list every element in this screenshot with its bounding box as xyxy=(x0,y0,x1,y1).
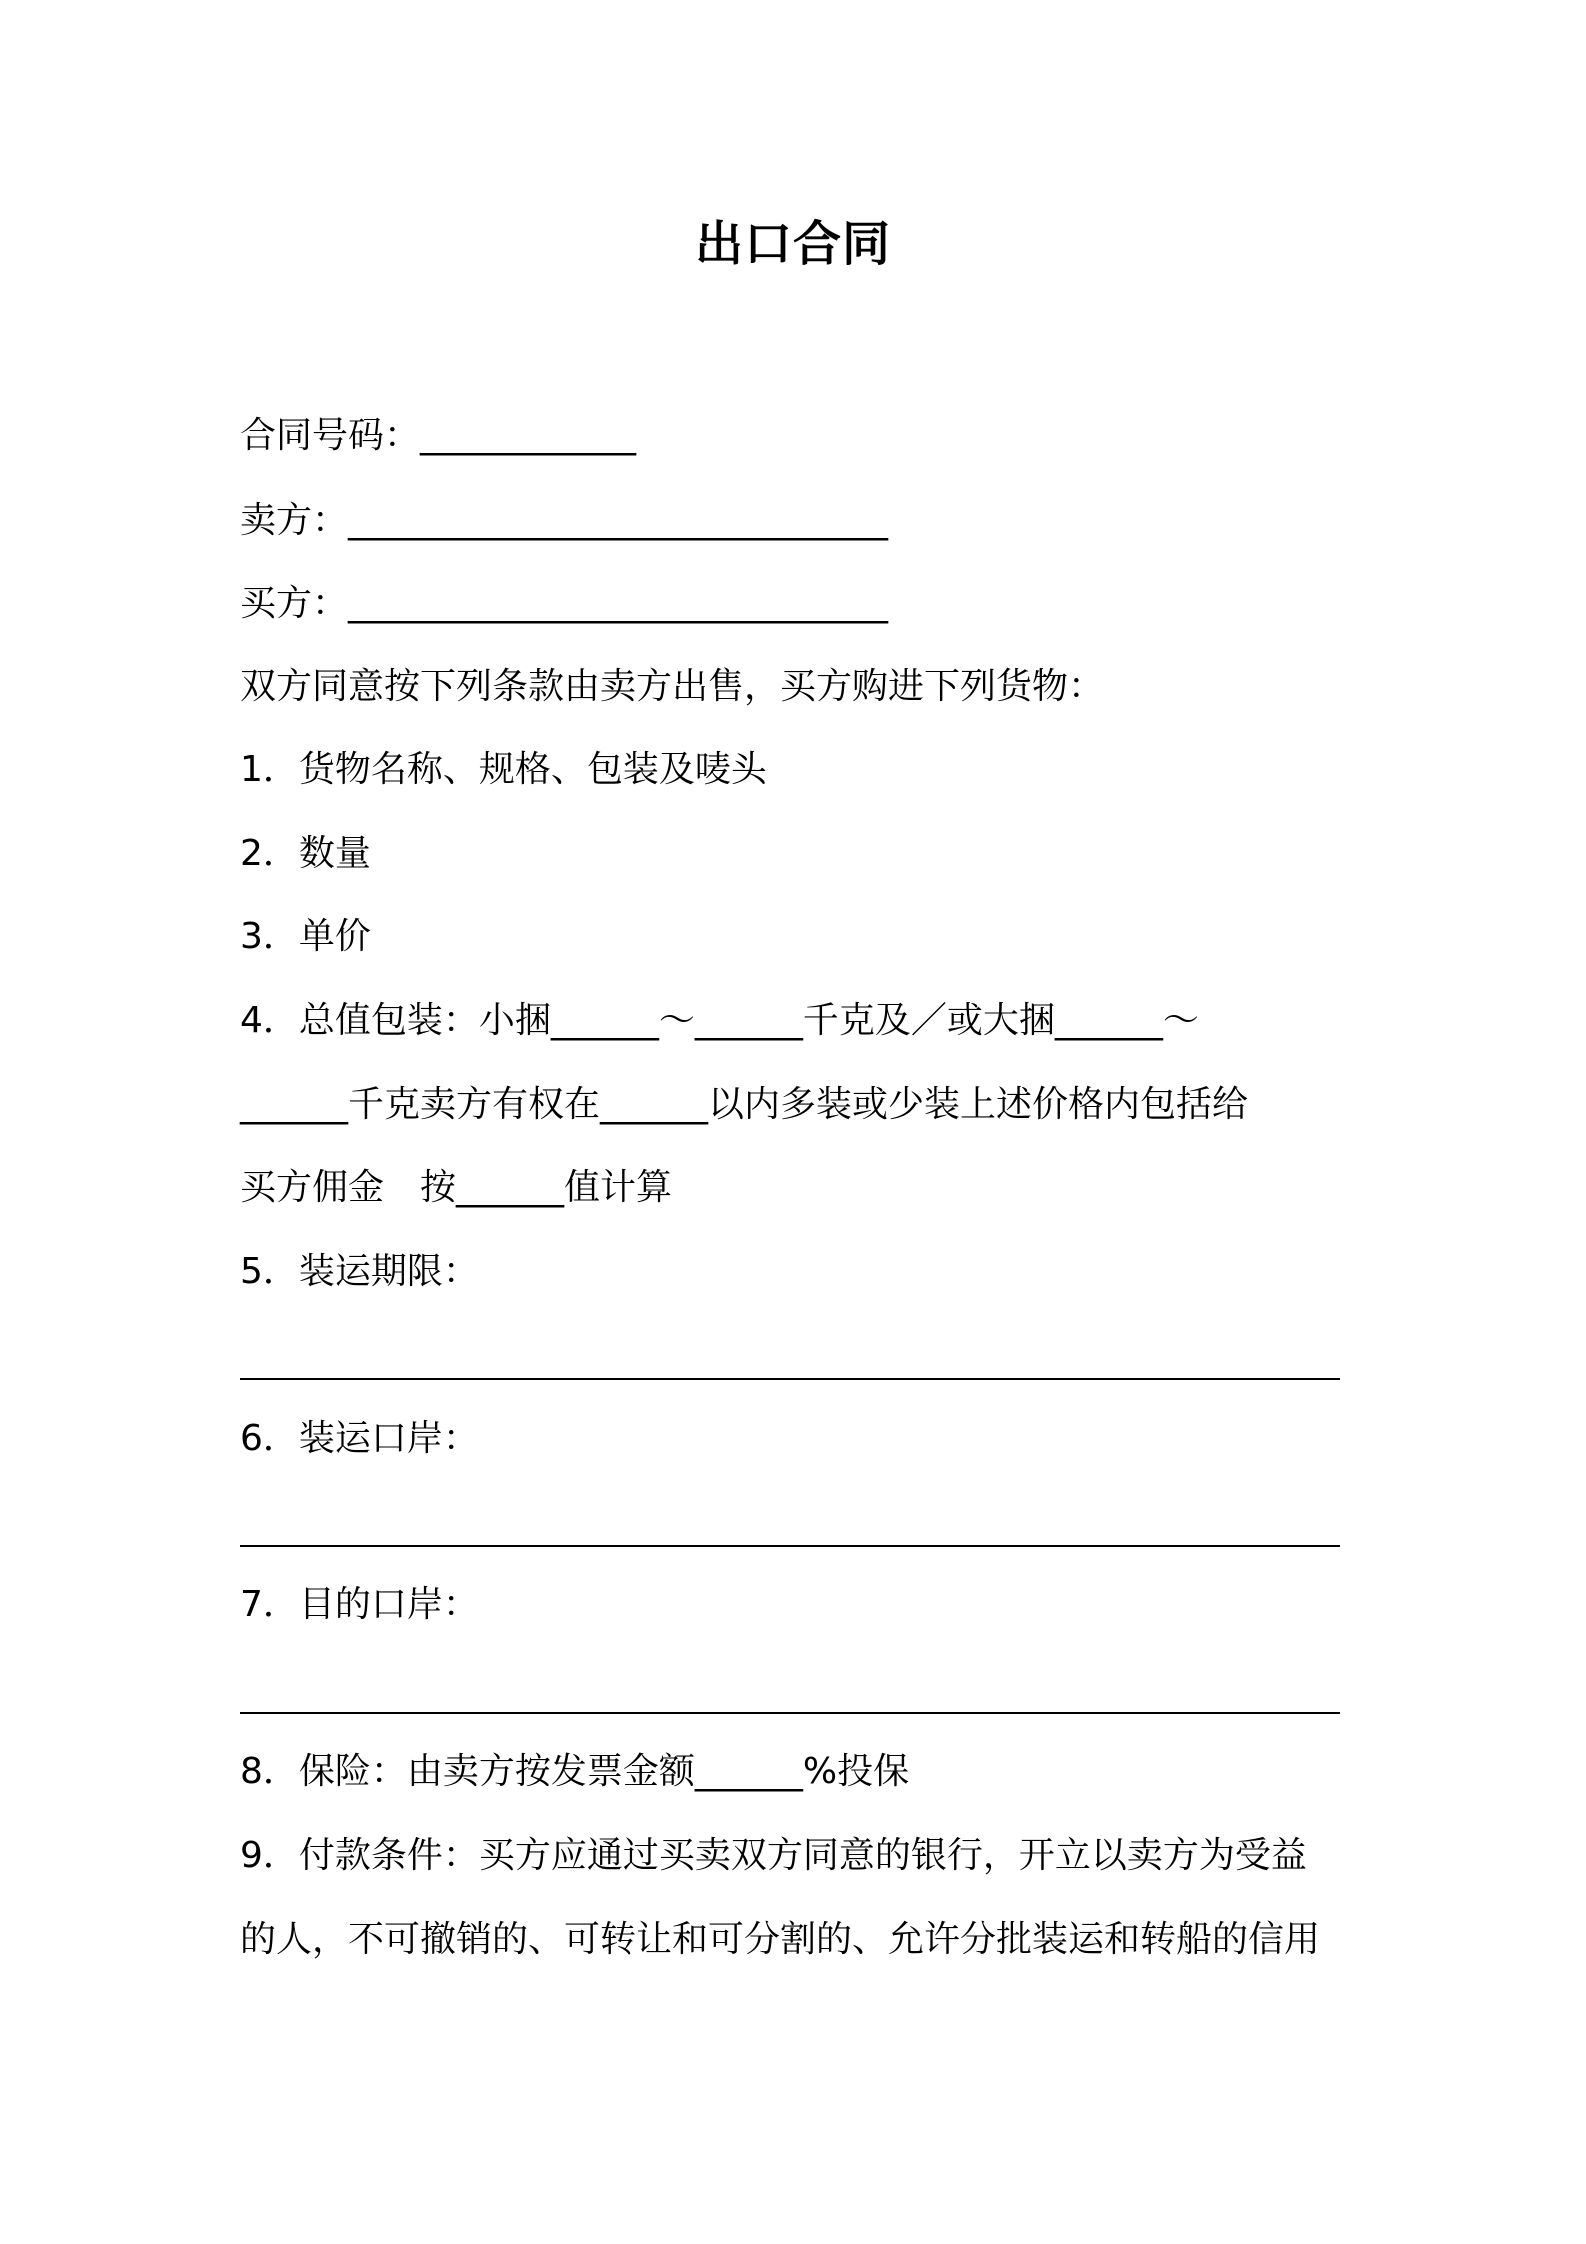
intro-paragraph: 双方同意按下列条款由卖方出售，买方购进下列货物： xyxy=(240,666,1105,707)
contract-number-line: 合同号码：____________ xyxy=(240,415,637,456)
clause-4-line-2: ______千克卖方有权在______以内多装或少装上述价格内包括给 xyxy=(240,1084,1249,1125)
clause-5: 5．装运期限： xyxy=(240,1251,479,1292)
clause-4-line-3: 买方佣金 按______值计算 xyxy=(240,1167,673,1208)
seller-line: 卖方：______________________________ xyxy=(240,500,889,541)
clause-7-blank-rule xyxy=(240,1712,1340,1714)
clause-4-line-1: 4．总值包装：小捆______～______千克及／或大捆______～ xyxy=(240,1000,1199,1041)
clause-3: 3．单价 xyxy=(240,916,371,957)
clause-9-line-2: 的人，不可撤销的、可转让和可分割的、允许分批装运和转船的信用 xyxy=(240,1919,1321,1960)
clause-1: 1．货物名称、规格、包装及唛头 xyxy=(240,749,767,790)
clause-6: 6．装运口岸： xyxy=(240,1418,479,1459)
clause-6-blank-rule xyxy=(240,1545,1340,1547)
clause-9-line-1: 9．付款条件：买方应通过买卖双方同意的银行，开立以卖方为受益 xyxy=(240,1835,1307,1876)
buyer-line: 买方：______________________________ xyxy=(240,583,889,624)
clause-8: 8．保险：由卖方按发票金额______%投保 xyxy=(240,1751,910,1792)
clause-7: 7．目的口岸： xyxy=(240,1584,479,1625)
clause-5-blank-rule xyxy=(240,1378,1340,1380)
document-title: 出口合同 xyxy=(694,216,891,272)
clause-2: 2．数量 xyxy=(240,833,371,874)
